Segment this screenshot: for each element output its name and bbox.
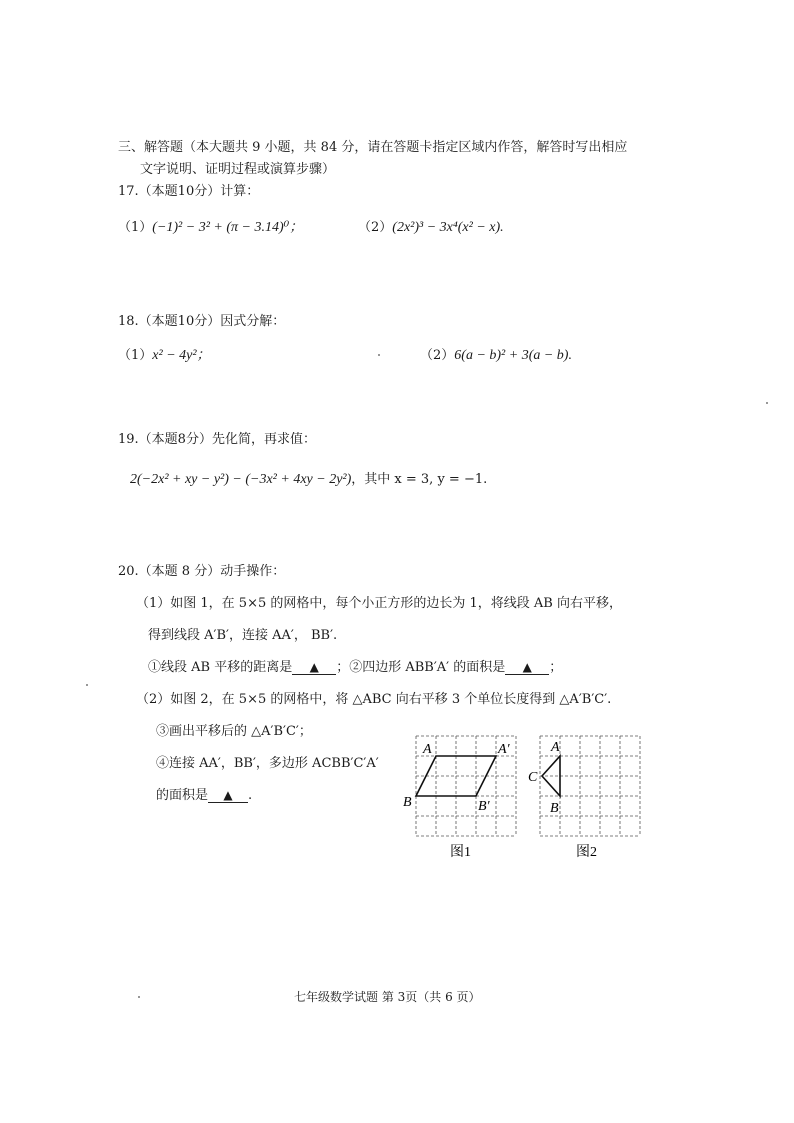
q17-part1-expr: (−1)² − 3² + (π − 3.14)⁰； [152,220,304,235]
q19-expr: 2(−2x² + xy − y²) − (−3x² + 4xy − 2y²) [130,472,352,487]
section-heading-line2: 文字说明、证明过程或演算步骤） [140,162,336,177]
q19-expression [130,468,487,488]
scan-speck [378,354,380,356]
q20-sub1 [148,656,562,675]
fig2-label-b: B [550,801,559,816]
q20-sub4-line2 [156,784,252,803]
q18-part2-label: （2） [420,348,455,363]
q20-title: 20.（本题 8 分）动手操作： [118,564,286,579]
q18-part2-expr: 6(a − b)² + 3(a − b). [454,348,572,363]
answer-blank-polygon-area[interactable]: ▲ [208,788,248,803]
q20-sub4-line1: ④连接 AA′，BB′，多边形 ACBB′C′A′ [156,756,379,771]
q18-part1-expr: x² − 4y²； [152,348,211,363]
q19-title: 19.（本题8分）先化简，再求值： [118,432,316,447]
q20-sub4-end: . [248,788,253,803]
q17-title: 17.（本题10分）计算： [118,184,260,199]
scan-speck [86,684,88,686]
figure-1 [400,732,525,862]
q20-sub3: ③画出平移后的 △A′B′C′； [156,724,312,739]
q20-part1-line1: （1）如图 1，在 5×5 的网格中，每个小正方形的边长为 1，将线段 AB 向右平移， [136,596,622,611]
q18-part2 [420,344,572,364]
answer-blank-area[interactable]: ▲ [505,660,549,675]
q19-condition: ，其中 x = 3, y = −1. [351,472,488,487]
q20-part2-line1: （2）如图 2，在 5×5 的网格中，将 △ABC 向右平移 3 个单位长度得到 △A′B′C′. [136,692,612,707]
q20-sub1-text-c: ； [549,660,563,675]
q17-part1-label: （1） [118,220,153,235]
scan-speck [766,402,768,404]
q18-part1-label: （1） [118,348,153,363]
fig1-label-a: A [423,742,432,757]
scan-speck [138,996,140,998]
q20-sub1-text-a: ①线段 AB 平移的距离是 [148,660,293,675]
fig2-label-c: C [528,770,538,785]
q20-sub4-text: 的面积是 [156,788,209,803]
q17-part2-expr: (2x²)³ − 3x⁴(x² − x). [392,220,504,235]
page-footer: 七年级数学试题 第 3页（共 6 页） [294,990,481,1004]
q18-part1 [118,344,211,364]
q17-part2-label: （2） [358,220,393,235]
fig2-caption: 图2 [576,845,597,860]
section-heading-line1: 三、解答题（本大题共 9 小题，共 84 分，请在答题卡指定区域内作答，解答时写出相应 [118,140,628,155]
q17-part2 [358,216,504,236]
fig1-label-b-prime: B′ [478,799,490,814]
q20-sub1-text-b: ；②四边形 ABB′A′ 的面积是 [336,660,506,675]
q17-part1 [118,216,303,236]
fig1-label-b: B [403,795,412,810]
fig1-label-a-prime: A′ [498,742,510,757]
q20-part1-line2: 得到线段 A′B′，连接 AA′， BB′. [148,628,338,643]
fig2-label-a: A [551,740,560,755]
q18-title: 18.（本题10分）因式分解： [118,314,286,329]
answer-blank-distance[interactable]: ▲ [292,660,336,675]
figure-2 [525,732,645,862]
fig1-caption: 图1 [450,845,471,860]
